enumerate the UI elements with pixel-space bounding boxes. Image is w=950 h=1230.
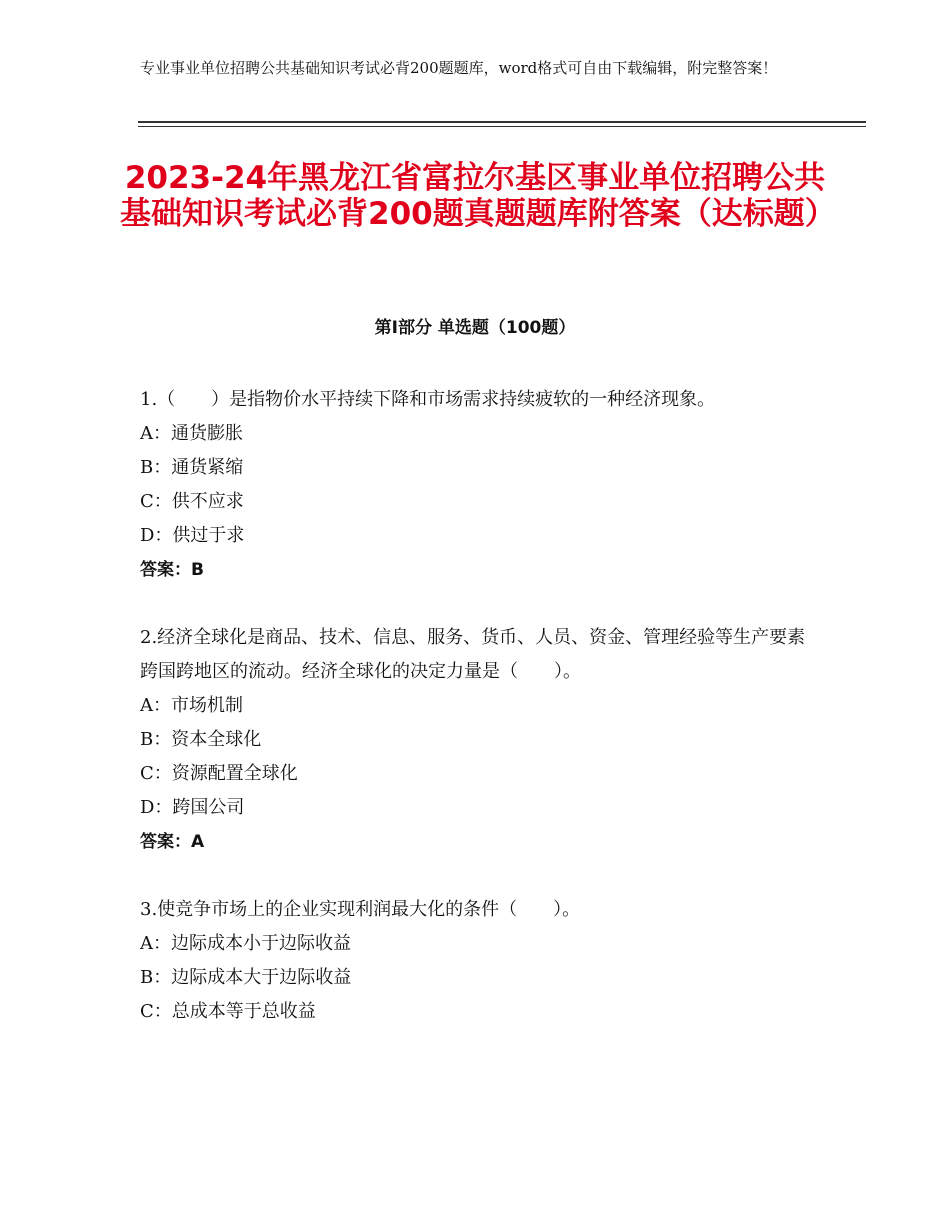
question-stem: 2.经济全球化是商品、技术、信息、服务、货币、人员、资金、管理经验等生产要素跨国跨地区的流动。经济全球化的决定力量是（ ）。 bbox=[140, 627, 806, 682]
option-c: C：资源配置全球化 bbox=[140, 763, 298, 784]
option-a: A：市场机制 bbox=[140, 695, 243, 716]
header-rule-thick bbox=[138, 121, 866, 123]
question-2 bbox=[140, 621, 820, 859]
option-c: C：供不应求 bbox=[140, 491, 244, 512]
answer-line: 答案：B bbox=[140, 560, 204, 580]
option-a: A：通货膨胀 bbox=[140, 423, 243, 444]
header-rule-thin bbox=[138, 126, 866, 127]
option-d: D：供过于求 bbox=[140, 525, 245, 546]
option-c: C：总成本等于总收益 bbox=[140, 1001, 316, 1022]
option-b: B：边际成本大于边际收益 bbox=[140, 967, 352, 988]
option-b: B：通货紧缩 bbox=[140, 457, 244, 478]
question-stem: 3.使竞争市场上的企业实现利润最大化的条件（ ）。 bbox=[140, 899, 581, 920]
header-note: 专业事业单位招聘公共基础知识考试必背200题题库，word格式可自由下载编辑，附完整答案！ bbox=[140, 59, 778, 77]
option-d: D：跨国公司 bbox=[140, 797, 245, 818]
question-1 bbox=[140, 383, 820, 587]
option-a: A：边际成本小于边际收益 bbox=[140, 933, 351, 954]
answer-line: 答案：A bbox=[140, 832, 205, 852]
document-title: 2023-24年黑龙江省富拉尔基区事业单位招聘公共基础知识考试必背200题真题题库附答案（达标题） bbox=[120, 160, 836, 232]
question-3 bbox=[140, 893, 820, 1029]
question-list bbox=[140, 383, 820, 1063]
question-stem: 1.（ ）是指物价水平持续下降和市场需求持续疲软的一种经济现象。 bbox=[140, 389, 716, 410]
section-heading: 第Ⅰ部分 单选题（100题） bbox=[374, 318, 576, 338]
option-b: B：资本全球化 bbox=[140, 729, 262, 750]
